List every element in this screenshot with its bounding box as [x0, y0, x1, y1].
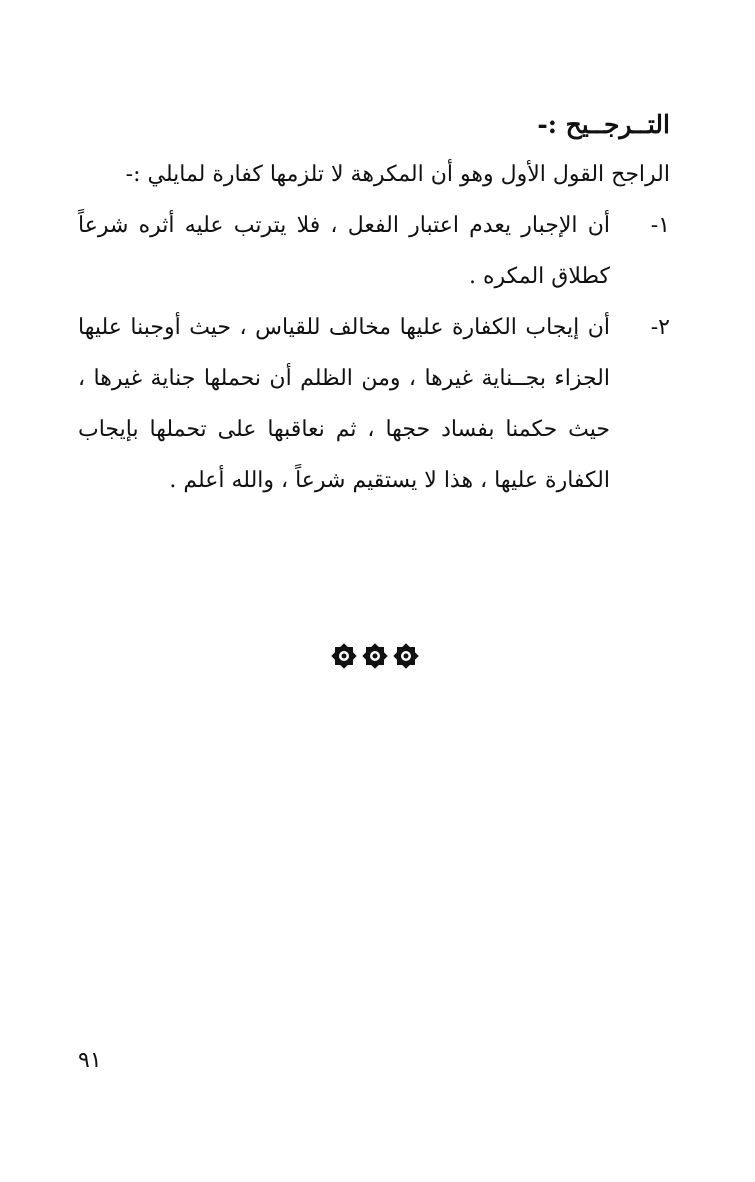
eight-point-star-icon	[361, 642, 389, 670]
section-heading: التــرجــيح :-	[537, 110, 670, 139]
list-item-number: ٢-	[650, 315, 670, 340]
section-end-ornament	[330, 640, 420, 672]
main-text-block	[78, 100, 670, 506]
eight-point-star-icon	[330, 642, 358, 670]
intro-paragraph: الراجح القول الأول وهو أن المكرهة لا تلزمها كفارة لمايلي :-	[125, 162, 670, 187]
list-item-text: أن الإجبار يعدم اعتبار الفعل ، فلا يترتب عليه أثره شرعاً كطلاق المكره .	[78, 213, 610, 289]
eight-point-star-icon	[392, 642, 420, 670]
list-item-text: أن إيجاب الكفارة عليها مخالف للقياس ، حيث أوجبنا عليها الجزاء بجــناية غيرها ، ومن الظلم أن نحملها جناية غيرها ، حيث حكمنا بفساد حجها ، ثم نعاقبها على تحملها بإيجاب الكفارة عليها ، هذا لا يستقيم شرعاً ، والله أعلم .	[78, 315, 610, 493]
list-item-number: ١-	[650, 213, 670, 238]
list-item	[78, 200, 670, 302]
page-number: ٩١	[78, 1048, 102, 1073]
list-item	[78, 302, 670, 506]
